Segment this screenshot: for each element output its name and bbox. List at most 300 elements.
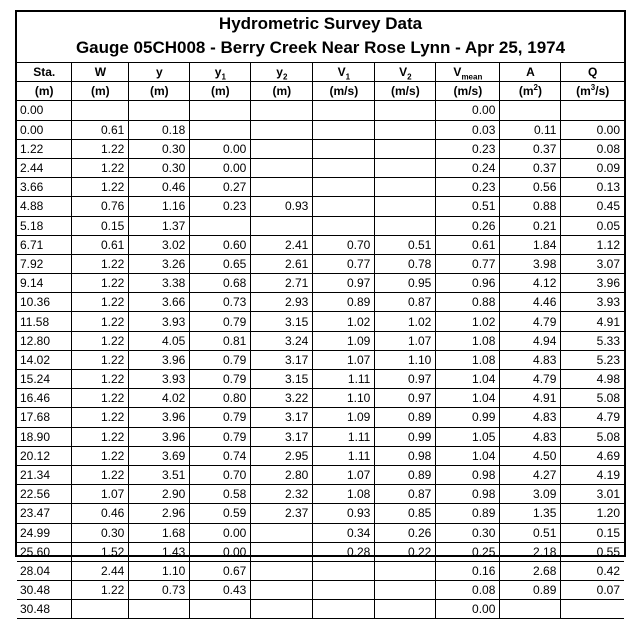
column-label: y [214,65,222,80]
cell-v1 [313,581,375,600]
cell-y2: 2.95 [251,446,313,465]
cell-y: 2.96 [129,504,190,523]
cell-a: 0.56 [500,178,561,197]
cell-w: 1.22 [72,408,129,427]
cell-a: 0.37 [500,158,561,177]
cell-sta: 18.90 [17,427,72,446]
cell-vmean: 0.16 [436,561,500,580]
cell-sta: 25.60 [17,542,72,561]
column-label: y [276,65,283,80]
cell-y: 3.02 [129,235,190,254]
cell-y1 [190,120,251,139]
cell-y1: 0.68 [190,274,251,293]
column-unit-sta [17,82,72,101]
cell-sta: 11.58 [17,312,72,331]
table-row [17,197,624,216]
cell-vmean: 0.23 [436,139,500,158]
cell-vmean: 0.98 [436,465,500,484]
cell-sta: 14.02 [17,350,72,369]
cell-y2 [251,561,313,580]
table-row [17,216,624,235]
table-row [17,101,624,120]
cell-v1: 1.09 [313,408,375,427]
cell-v2: 1.10 [375,350,436,369]
cell-v2 [375,197,436,216]
cell-vmean: 0.96 [436,274,500,293]
cell-y1 [190,600,251,619]
column-label: V [399,65,408,80]
cell-vmean: 1.02 [436,312,500,331]
cell-q: 0.08 [561,139,624,158]
column-header-v2 [375,63,436,82]
cell-y2 [251,101,313,120]
cell-vmean: 0.99 [436,408,500,427]
cell-sta: 3.66 [17,178,72,197]
cell-sta: 4.88 [17,197,72,216]
cell-q: 1.12 [561,235,624,254]
cell-v1 [313,158,375,177]
cell-vmean: 1.08 [436,350,500,369]
cell-w: 1.22 [72,158,129,177]
cell-w: 1.22 [72,178,129,197]
cell-y1: 0.79 [190,408,251,427]
cell-vmean: 0.98 [436,485,500,504]
cell-w: 0.30 [72,523,129,542]
cell-y2: 3.24 [251,331,313,350]
cell-y2: 3.17 [251,350,313,369]
column-header-y1 [190,63,251,82]
cell-sta: 15.24 [17,370,72,389]
cell-w: 1.22 [72,350,129,369]
cell-a: 4.46 [500,293,561,312]
cell-q [561,101,624,120]
table-row [17,542,624,561]
header-unit-row [17,82,624,101]
cell-v2 [375,158,436,177]
column-label: V [453,65,462,80]
cell-y1 [190,101,251,120]
cell-q: 4.98 [561,370,624,389]
cell-vmean: 0.00 [436,600,500,619]
cell-a: 4.94 [500,331,561,350]
cell-v2: 0.97 [375,389,436,408]
cell-y: 4.05 [129,331,190,350]
cell-sta: 30.48 [17,600,72,619]
column-unit-vmean [436,82,500,101]
cell-v2 [375,120,436,139]
column-unit-v1 [313,82,375,101]
cell-y1 [190,216,251,235]
survey-table [17,63,624,619]
survey-sheet [15,10,626,617]
cell-v1: 1.07 [313,465,375,484]
cell-y: 3.69 [129,446,190,465]
cell-v2: 0.97 [375,370,436,389]
cell-w: 1.22 [72,389,129,408]
cell-v2: 0.89 [375,465,436,484]
table-row [17,427,624,446]
column-header-y2 [251,63,313,82]
cell-y2 [251,178,313,197]
cell-y2: 2.61 [251,254,313,273]
column-header-vmean [436,63,500,82]
column-unit-a [500,82,561,101]
cell-y1: 0.79 [190,427,251,446]
cell-a: 0.88 [500,197,561,216]
cell-y1: 0.27 [190,178,251,197]
cell-y2 [251,542,313,561]
unit-text: (m) [210,84,230,99]
cell-sta: 24.99 [17,523,72,542]
cell-y1: 0.58 [190,485,251,504]
cell-q: 5.08 [561,389,624,408]
cell-a: 0.89 [500,581,561,600]
cell-v1 [313,600,375,619]
column-subscript: 1 [345,72,351,82]
cell-w: 1.22 [72,254,129,273]
column-subscript: 2 [282,72,288,82]
cell-w: 1.22 [72,312,129,331]
cell-y2: 3.17 [251,408,313,427]
cell-vmean: 1.04 [436,370,500,389]
cell-y: 0.73 [129,581,190,600]
table-row [17,158,624,177]
cell-y1: 0.67 [190,561,251,580]
cell-y: 1.10 [129,561,190,580]
column-unit-y1 [190,82,251,101]
cell-w [72,101,129,120]
column-header-a [500,63,561,82]
unit-tail: ) [537,84,542,99]
cell-q: 0.13 [561,178,624,197]
cell-y: 0.46 [129,178,190,197]
cell-w: 1.22 [72,427,129,446]
cell-q [561,600,624,619]
unit-text: (m) [34,84,54,99]
cell-v2 [375,561,436,580]
page-title: Hydrometric Survey Data [218,14,423,33]
unit-superscript: 3 [590,83,596,93]
cell-sta: 30.48 [17,581,72,600]
cell-a: 4.91 [500,389,561,408]
column-unit-y2 [251,82,313,101]
cell-q: 3.07 [561,254,624,273]
cell-y: 4.02 [129,389,190,408]
table-row [17,274,624,293]
table-row [17,350,624,369]
cell-q: 0.05 [561,216,624,235]
cell-y2 [251,600,313,619]
cell-y1: 0.74 [190,446,251,465]
table-row [17,504,624,523]
table-row [17,561,624,580]
cell-w: 1.22 [72,581,129,600]
cell-sta: 21.34 [17,465,72,484]
table-row [17,312,624,331]
cell-a [500,600,561,619]
cell-y: 1.37 [129,216,190,235]
cell-q: 3.93 [561,293,624,312]
cell-y: 3.66 [129,293,190,312]
cell-y: 3.93 [129,370,190,389]
cell-w: 1.22 [72,446,129,465]
cell-y2: 2.71 [251,274,313,293]
cell-y: 3.96 [129,350,190,369]
cell-y2: 0.93 [251,197,313,216]
cell-q: 5.23 [561,350,624,369]
cell-sta: 1.22 [17,139,72,158]
cell-w: 1.52 [72,542,129,561]
cell-sta: 0.00 [17,101,72,120]
cell-y1: 0.59 [190,504,251,523]
cell-y1: 0.73 [190,293,251,312]
column-header-q [561,63,624,82]
cell-vmean: 0.24 [436,158,500,177]
column-header-w [72,63,129,82]
cell-v1: 0.89 [313,293,375,312]
cell-y1: 0.00 [190,523,251,542]
table-row [17,446,624,465]
cell-y1: 0.80 [190,389,251,408]
cell-v1: 0.70 [313,235,375,254]
cell-v2: 0.87 [375,293,436,312]
cell-v1: 1.11 [313,370,375,389]
table-row [17,235,624,254]
cell-y: 0.30 [129,139,190,158]
cell-v2: 1.02 [375,312,436,331]
cell-v1: 1.10 [313,389,375,408]
cell-v2 [375,139,436,158]
cell-a: 2.18 [500,542,561,561]
cell-y2: 3.15 [251,312,313,331]
cell-sta: 0.00 [17,120,72,139]
cell-v1: 0.34 [313,523,375,542]
cell-y1: 0.79 [190,312,251,331]
cell-v1: 1.08 [313,485,375,504]
cell-q: 3.01 [561,485,624,504]
cell-v1 [313,197,375,216]
cell-v2: 1.07 [375,331,436,350]
cell-v1: 1.11 [313,446,375,465]
cell-y2 [251,581,313,600]
cell-y: 1.43 [129,542,190,561]
cell-a: 4.83 [500,350,561,369]
unit-superscript: 2 [533,83,538,93]
cell-sta: 10.36 [17,293,72,312]
table-row [17,485,624,504]
cell-y: 0.18 [129,120,190,139]
cell-v1 [313,561,375,580]
table-row [17,120,624,139]
cell-q: 5.33 [561,331,624,350]
cell-v1 [313,216,375,235]
cell-v2 [375,178,436,197]
cell-vmean: 0.61 [436,235,500,254]
cell-q: 4.19 [561,465,624,484]
cell-y: 3.38 [129,274,190,293]
column-unit-w [72,82,129,101]
table-body [17,101,624,619]
cell-y2: 2.93 [251,293,313,312]
cell-v2: 0.85 [375,504,436,523]
table-row [17,293,624,312]
cell-vmean: 1.08 [436,331,500,350]
cell-y1: 0.00 [190,139,251,158]
cell-v1: 0.28 [313,542,375,561]
cell-y2 [251,120,313,139]
cell-v2 [375,600,436,619]
cell-q: 4.91 [561,312,624,331]
cell-v2: 0.95 [375,274,436,293]
column-unit-y [129,82,190,101]
cell-sta: 17.68 [17,408,72,427]
cell-a [500,101,561,120]
cell-w: 0.46 [72,504,129,523]
column-header-v1 [313,63,375,82]
cell-y2 [251,216,313,235]
unit-text: (m/s) [329,84,359,99]
cell-v1 [313,120,375,139]
cell-sta: 28.04 [17,561,72,580]
column-unit-q [561,82,624,101]
unit-text: (m [576,84,591,99]
cell-vmean: 0.88 [436,293,500,312]
cell-q: 3.96 [561,274,624,293]
cell-a: 0.37 [500,139,561,158]
cell-w: 1.22 [72,465,129,484]
table-row [17,139,624,158]
cell-v1: 0.77 [313,254,375,273]
column-label: Sta. [33,65,56,80]
column-label: W [94,65,107,80]
cell-q: 0.15 [561,523,624,542]
cell-y1: 0.23 [190,197,251,216]
cell-sta: 12.80 [17,331,72,350]
cell-q: 4.69 [561,446,624,465]
table-row [17,254,624,273]
cell-sta: 6.71 [17,235,72,254]
cell-q: 5.08 [561,427,624,446]
cell-w: 1.22 [72,274,129,293]
cell-y1: 0.81 [190,331,251,350]
unit-tail: /s) [595,84,610,99]
title-block [17,12,624,63]
cell-w: 0.61 [72,120,129,139]
cell-y1: 0.00 [190,542,251,561]
cell-v1: 1.11 [313,427,375,446]
cell-y: 1.68 [129,523,190,542]
cell-v2: 0.26 [375,523,436,542]
cell-y: 3.96 [129,427,190,446]
cell-y: 2.90 [129,485,190,504]
cell-y1: 0.79 [190,350,251,369]
cell-v1: 0.93 [313,504,375,523]
cell-v2 [375,216,436,235]
cell-y1: 0.43 [190,581,251,600]
column-subscript: mean [461,72,483,82]
cell-y1: 0.00 [190,158,251,177]
table-row [17,408,624,427]
cell-v2: 0.87 [375,485,436,504]
cell-a: 4.83 [500,408,561,427]
cell-y2: 2.37 [251,504,313,523]
cell-y2: 3.17 [251,427,313,446]
cell-v2: 0.78 [375,254,436,273]
cell-v2: 0.98 [375,446,436,465]
cell-y2: 3.15 [251,370,313,389]
cell-vmean: 0.26 [436,216,500,235]
cell-w [72,600,129,619]
cell-a: 4.79 [500,370,561,389]
cell-q: 0.55 [561,542,624,561]
page-subtitle: Gauge 05CH008 - Berry Creek Near Rose Lynn - Apr 25, 1974 [75,38,566,57]
column-header-sta [17,63,72,82]
cell-sta: 7.92 [17,254,72,273]
cell-y: 3.26 [129,254,190,273]
cell-v1 [313,178,375,197]
cell-q: 0.42 [561,561,624,580]
column-header-y [129,63,190,82]
table-row [17,178,624,197]
cell-a: 3.09 [500,485,561,504]
cell-y: 3.51 [129,465,190,484]
cell-q: 0.45 [561,197,624,216]
cell-w: 1.22 [72,293,129,312]
cell-a: 0.21 [500,216,561,235]
cell-sta: 20.12 [17,446,72,465]
cell-y2 [251,523,313,542]
cell-a: 4.83 [500,427,561,446]
cell-v2: 0.99 [375,427,436,446]
unit-text: (m) [272,84,292,99]
cell-v2: 0.89 [375,408,436,427]
cell-v2: 0.51 [375,235,436,254]
column-subscript: 1 [221,72,226,82]
cell-y: 3.96 [129,408,190,427]
cell-vmean: 0.89 [436,504,500,523]
cell-y1: 0.70 [190,465,251,484]
cell-a: 1.35 [500,504,561,523]
unit-text: (m) [91,84,110,99]
cell-v2: 0.22 [375,542,436,561]
table-row [17,523,624,542]
cell-v1: 1.09 [313,331,375,350]
table-row [17,389,624,408]
cell-vmean: 0.30 [436,523,500,542]
cell-vmean: 0.51 [436,197,500,216]
cell-y2: 2.80 [251,465,313,484]
table-row [17,465,624,484]
cell-a: 2.68 [500,561,561,580]
table-row [17,581,624,600]
cell-vmean: 0.77 [436,254,500,273]
cell-vmean: 0.00 [436,101,500,120]
cell-y2: 2.41 [251,235,313,254]
cell-a: 1.84 [500,235,561,254]
cell-vmean: 0.08 [436,581,500,600]
cell-q: 1.20 [561,504,624,523]
cell-vmean: 0.25 [436,542,500,561]
cell-v1: 1.02 [313,312,375,331]
cell-y2: 3.22 [251,389,313,408]
cell-y1: 0.60 [190,235,251,254]
column-subscript: 2 [407,72,412,82]
column-label: V [337,65,346,80]
cell-a: 0.11 [500,120,561,139]
cell-q: 0.00 [561,120,624,139]
cell-a: 0.51 [500,523,561,542]
column-label: Q [588,65,598,80]
